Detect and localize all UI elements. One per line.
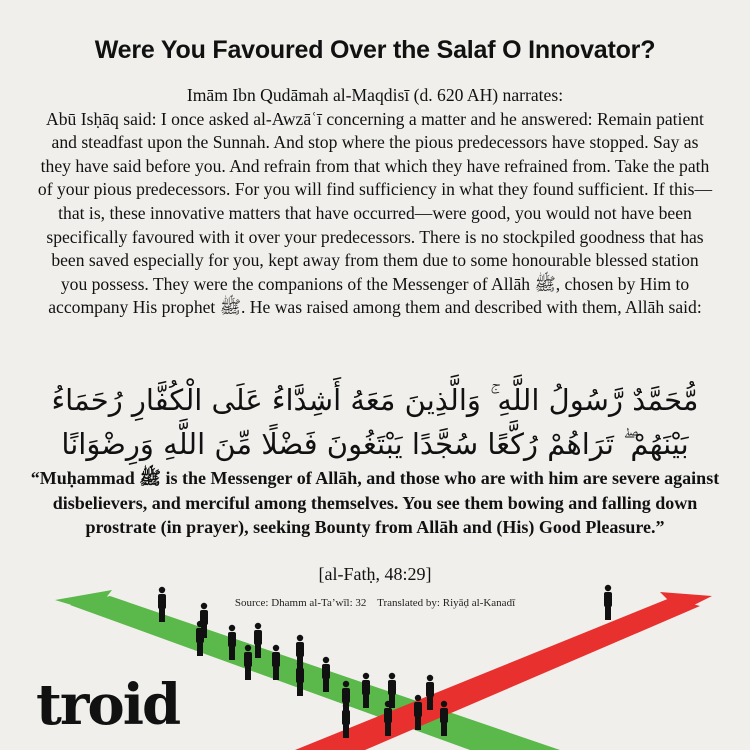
person-figure bbox=[272, 645, 280, 680]
troid-logo: troid bbox=[36, 672, 180, 738]
arabic-verse: مُّحَمَّدٌ رَّسُولُ اللَّهِ ۚ وَالَّذِينَ مَعَهُ أَشِدَّاءُ عَلَى الْكُفَّارِ رُحَمَاءُ بَيْنَهُمْ ۖ تَرَاهُمْ رُكَّعًا سُجَّدًا يَبْتَغُونَ فَضْلًا مِّنَ اللَّهِ وَرِضْوَانًا bbox=[51, 383, 699, 461]
person-figure bbox=[158, 587, 166, 622]
red-path bbox=[295, 598, 700, 750]
translator-credit: Translated by: Riyāḍ al-Kanadī bbox=[377, 597, 516, 609]
person-figure bbox=[254, 623, 262, 658]
narration-body: Abū Isḥāq said: I once asked al-Awzāʿī concerning a matter and he answered: Remain patient and steadfast upon the Sunnah. And stop where the pious predecessors have stopped. Say as they have said before you. And refrain from that which they have refrained from. Take the path of your pious predecessors. For you will find sufficiency in what they found sufficient. If this—that is, these innovative matters that have occurred—were good, you would not have been specifically favoured with it over your predecessors. There is no stockpiled goodness that has been saved especially for you, kept away from them due to some honourable blessed station you possess. They were the companions of the Messenger of Allāh ﷺ, chosen by Him to accompany His prophet ﷺ. He was raised among them and described with them, Allāh said: bbox=[37, 108, 713, 318]
verse-translation: “Muḥammad ﷺ is the Messenger of Allāh, and those who are with him are severe against disbelievers, and merciful among themselves. You see them bowing and falling down prostrate (in prayer), seeking Bounty from Allāh and (His) Good Pleasure.” bbox=[30, 468, 720, 537]
person-figure bbox=[604, 585, 612, 620]
verse-reference: [al-Fatḥ, 48:29] bbox=[318, 564, 432, 584]
person-figure bbox=[362, 673, 370, 708]
person-figure bbox=[426, 675, 434, 710]
person-figure bbox=[228, 625, 236, 660]
person-figure bbox=[322, 657, 330, 692]
source-citation: Source: Dhamm al-Ta’wīl: 32 bbox=[234, 597, 367, 609]
page-title: Were You Favoured Over the Salaf O Innovator? bbox=[94, 36, 656, 64]
narration-intro: Imām Ibn Qudāmah al-Maqdisī (d. 620 AH) narrates: bbox=[186, 85, 564, 105]
